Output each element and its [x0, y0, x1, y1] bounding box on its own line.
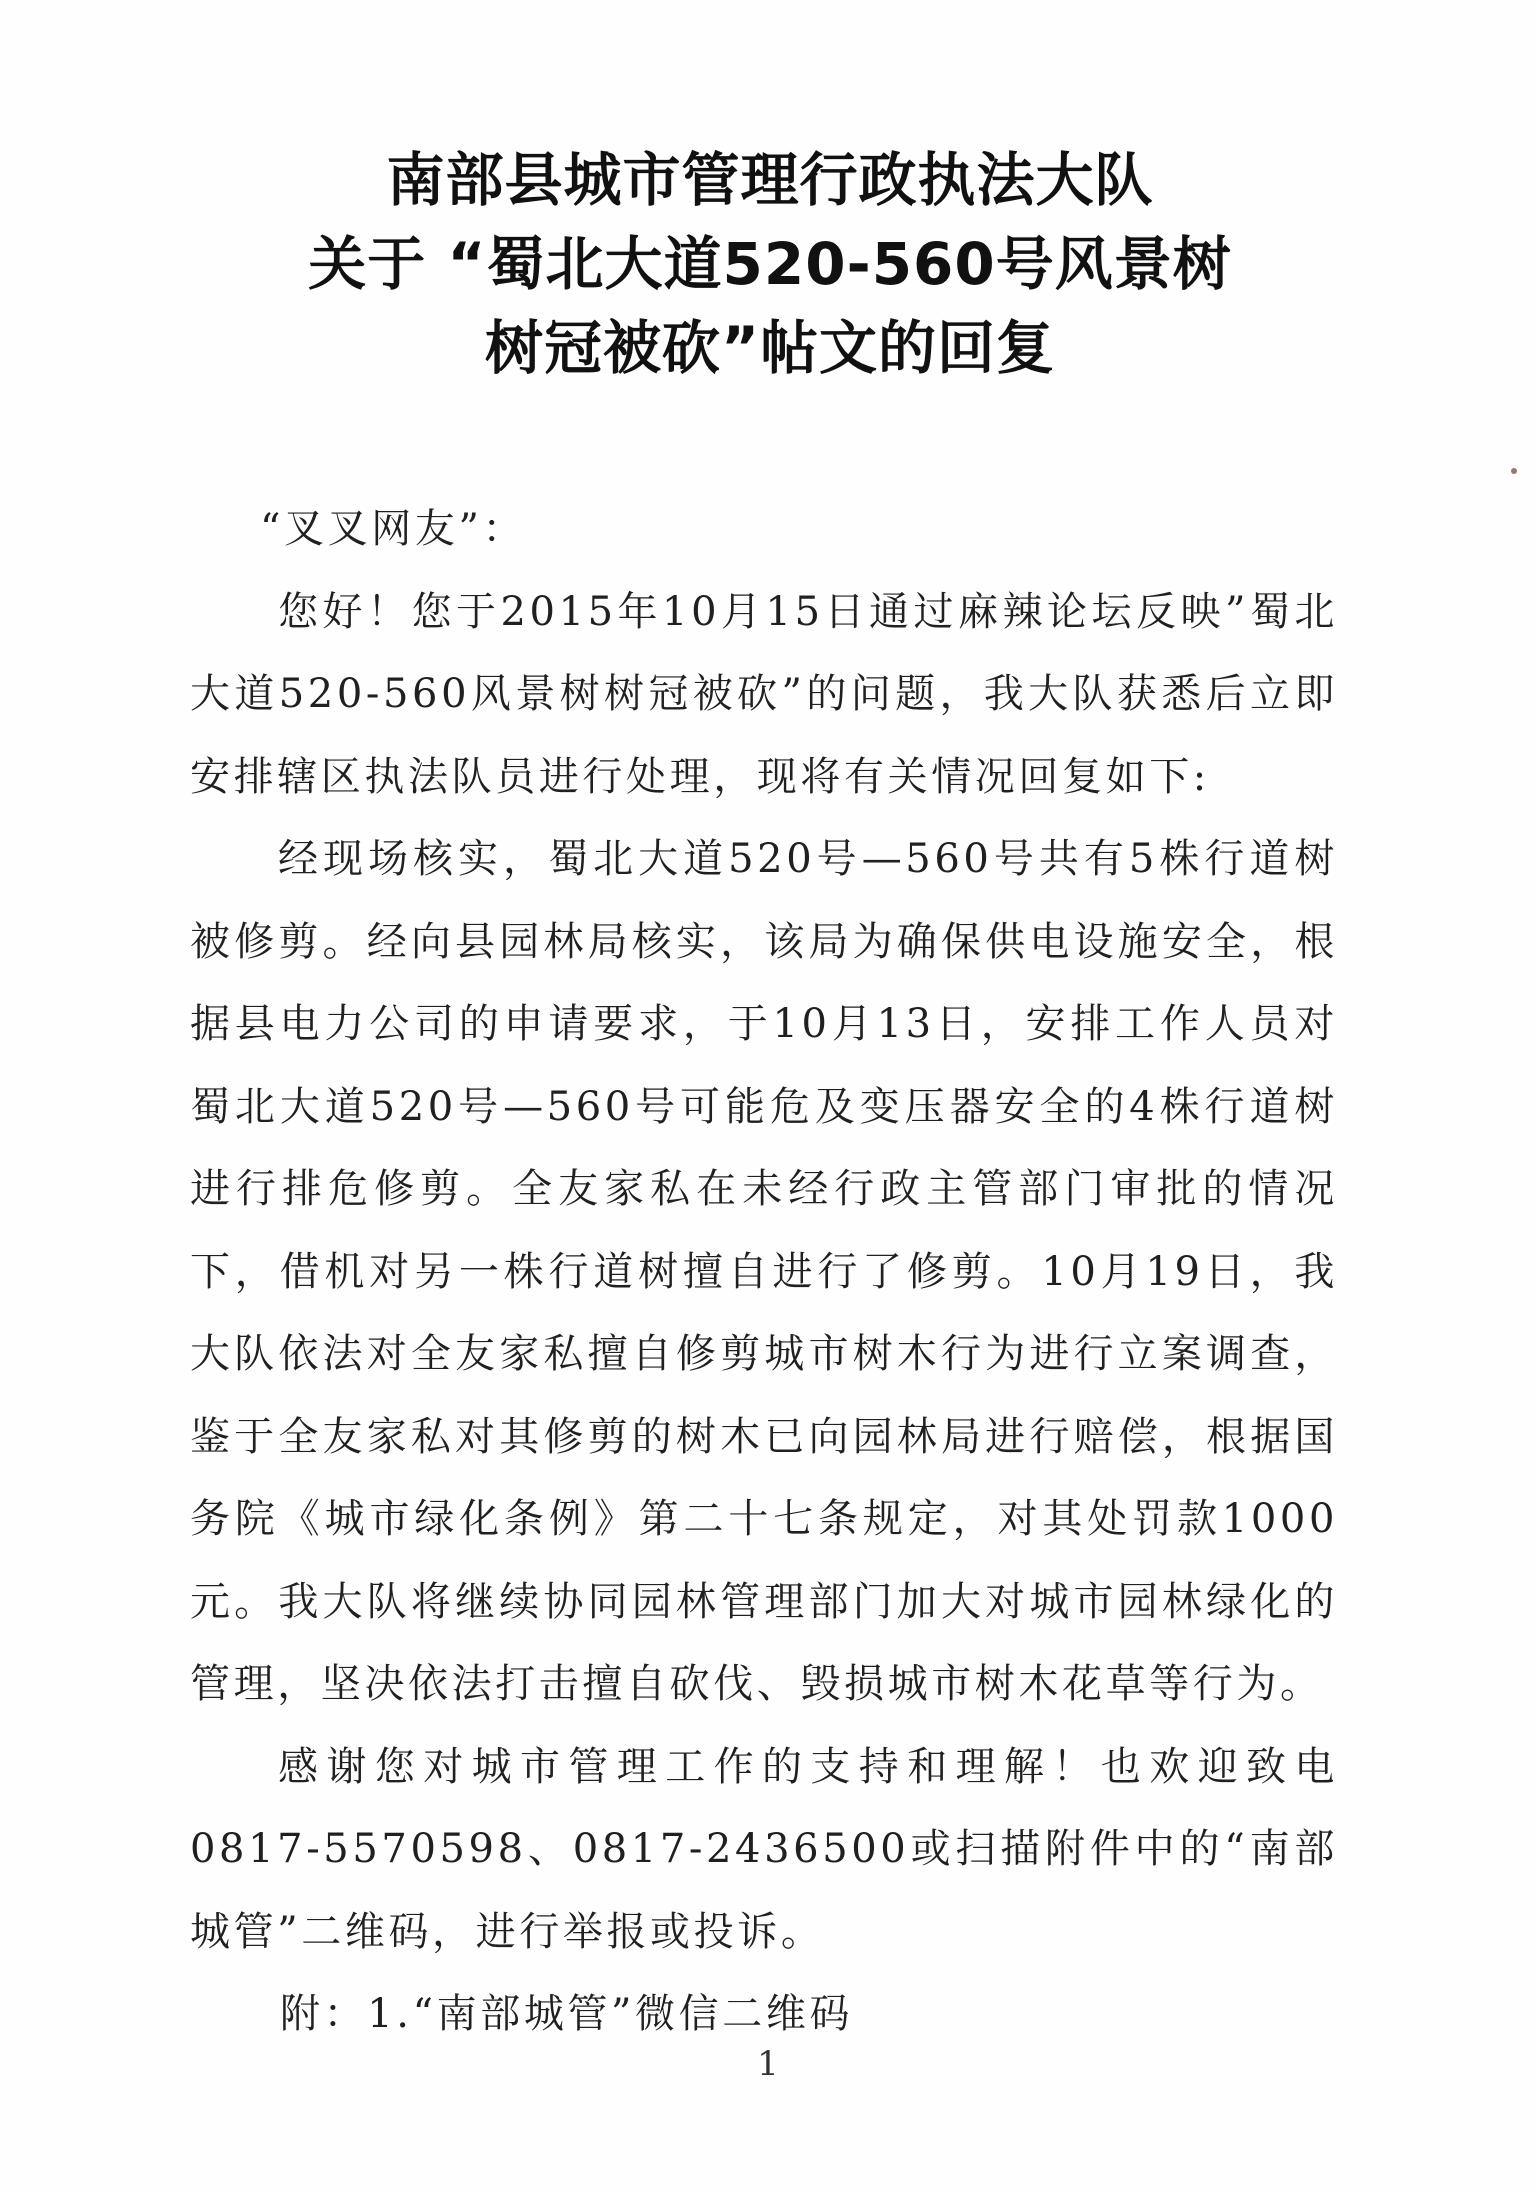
paragraph-thanks: 感谢您对城市管理工作的支持和理解！也欢迎致电0817-5570598、0817-2436500或扫描附件中的“南部城管”二维码，进行举报或投诉。 [190, 1743, 1338, 1955]
page-number: 1 [757, 2044, 779, 2084]
document-title [230, 138, 1310, 390]
paragraph-investigation: 经现场核实，蜀北大道520号—560号共有5株行道树被修剪。经向县园林局核实，该局为确保供电设施安全，根据县电力公司的申请要求，于10月13日，安排工作人员对蜀北大道520号—560号可能危及变压器安全的4株行道树进行排危修剪。全友家私在未经行政主管部门审批的情况下，借机对另一株行道树擅自进行了修剪。10月19日，我大队依法对全友家私擅自修剪城市树木行为进行立案调查，鉴于全友家私对其修剪的树木已向园林局进行赔偿，根据国务院《城市绿化条例》第二十七条规定，对其处罚款1000元。我大队将继续协同园林管理部门加大对城市园林绿化的管理，坚决依法打击擅自砍伐、毁损城市树木花草等行为。 [190, 836, 1338, 1707]
salutation: “叉叉网友”： [260, 506, 527, 552]
document-body [190, 488, 1338, 2056]
scan-speck [1511, 468, 1517, 474]
paragraph-intro: 您好！您于2015年10月15日通过麻辣论坛反映”蜀北大道520-560风景树树冠被砍”的问题，我大队获悉后立即安排辖区执法队员进行处理，现将有关情况回复如下: [190, 588, 1338, 800]
title-line-2: 关于 “蜀北大道520-560号风景树 [308, 230, 1232, 298]
attachment-line: 附：1.“南部城管”微信二维码 [280, 1991, 854, 2037]
title-line-1: 南部县城市管理行政执法大队 [386, 146, 1154, 214]
title-line-3: 树冠被砍”帖文的回复 [484, 314, 1056, 382]
